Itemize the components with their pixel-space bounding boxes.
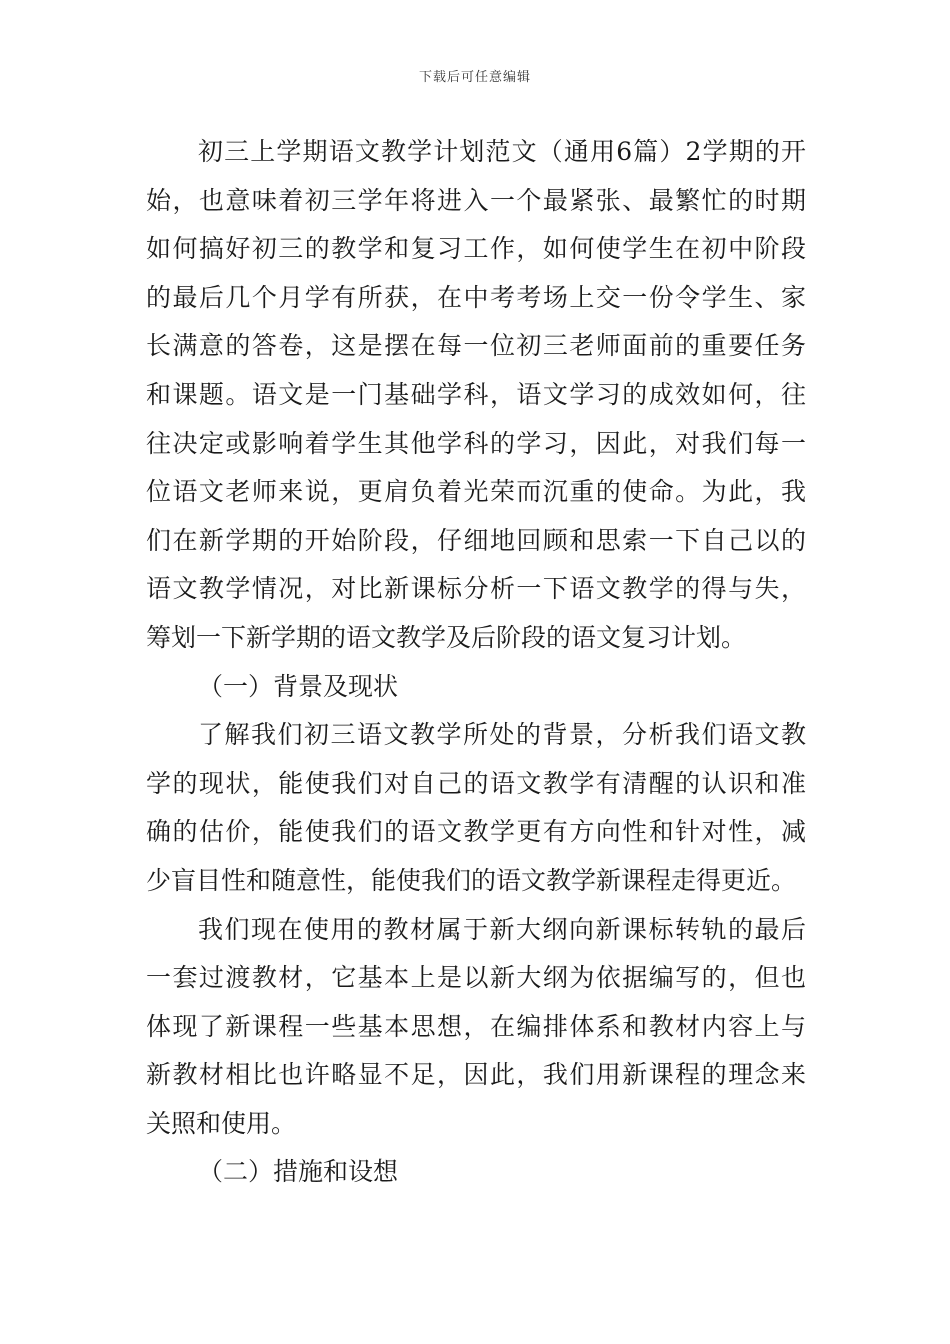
text-line: 的最后几个月学有所获，在中考考场上交一份令学生、家 bbox=[146, 282, 806, 312]
text-line: 我们现在使用的教材属于新大纲向新课标转轨的最后 bbox=[198, 914, 806, 944]
text-line: 往决定或影响着学生其他学科的学习，因此，对我们每一 bbox=[146, 428, 806, 458]
text-line: 体现了新课程一些基本思想，在编排体系和教材内容上与 bbox=[146, 1011, 806, 1041]
text-line: 新教材相比也许略显不足，因此，我们用新课程的理念来 bbox=[146, 1060, 806, 1090]
text-line: 关照和使用。 bbox=[146, 1108, 297, 1138]
page-header-note: 下载后可任意编辑 bbox=[418, 70, 531, 85]
text-line: 一套过渡教材，它基本上是以新大纲为依据编写的，但也 bbox=[146, 963, 806, 993]
text-line: 位语文老师来说，更肩负着光荣而沉重的使命。为此，我 bbox=[146, 477, 806, 507]
section-heading-measures: （二）措施和设想 bbox=[198, 1157, 399, 1187]
text-line: 们在新学期的开始阶段，仔细地回顾和思索一下自己以的 bbox=[146, 525, 806, 555]
text-line: 了解我们初三语文教学所处的背景，分析我们语文教 bbox=[198, 720, 806, 750]
text-line: 始，也意味着初三学年将进入一个最紧张、最繁忙的时期 bbox=[146, 185, 806, 215]
text-line: 长满意的答卷，这是摆在每一位初三老师面前的重要任务 bbox=[146, 331, 806, 361]
text-line: 初三上学期语文教学计划范文（通用6篇）2学期的开 bbox=[198, 137, 806, 166]
text-line: 学的现状，能使我们对自己的语文教学有清醒的认识和准 bbox=[146, 768, 806, 798]
text-line: 确的估价，能使我们的语文教学更有方向性和针对性，减 bbox=[146, 817, 806, 847]
text-line: 如何搞好初三的教学和复习工作，如何使学生在初中阶段 bbox=[146, 234, 806, 264]
text-line: 和课题。语文是一门基础学科，语文学习的成效如何，往 bbox=[146, 379, 806, 409]
text-line: 语文教学情况，对比新课标分析一下语文教学的得与失， bbox=[146, 574, 806, 604]
section-heading-background: （一）背景及现状 bbox=[198, 671, 399, 701]
document-body bbox=[146, 128, 806, 1197]
text-line: 少盲目性和随意性，能使我们的语文教学新课程走得更近。 bbox=[146, 865, 797, 895]
text-line: 筹划一下新学期的语文教学及后阶段的语文复习计划。 bbox=[146, 622, 747, 652]
